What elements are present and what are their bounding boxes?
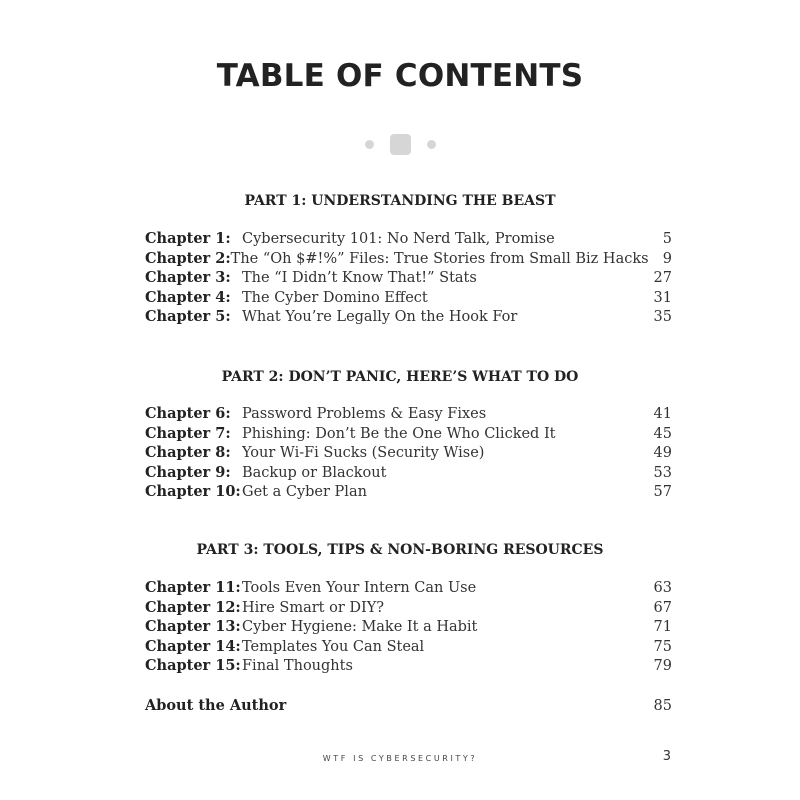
chapter-label: Chapter 13: bbox=[145, 618, 241, 636]
chapter-title: Templates You Can Steal bbox=[242, 638, 425, 655]
chapter-page: 71 bbox=[653, 619, 672, 636]
chapter-title: What You’re Legally On the Hook For bbox=[242, 309, 518, 326]
toc-entry[interactable] bbox=[145, 483, 672, 503]
ornament-dot-icon bbox=[365, 140, 374, 149]
ornament-dot-icon bbox=[427, 140, 436, 149]
chapter-title: Your Wi-Fi Sucks (Security Wise) bbox=[242, 445, 485, 462]
chapter-title: The Cyber Domino Effect bbox=[242, 289, 428, 306]
chapter-label: Chapter 12: bbox=[145, 598, 241, 616]
chapter-label: Chapter 7: bbox=[145, 424, 231, 442]
chapter-title: Final Thoughts bbox=[242, 658, 353, 675]
chapter-page: 53 bbox=[653, 464, 672, 481]
part-2-chapter-list bbox=[145, 405, 672, 503]
chapter-page: 45 bbox=[653, 425, 672, 442]
chapter-page: 79 bbox=[653, 658, 672, 675]
part-1-heading: PART 1: UNDERSTANDING THE BEAST bbox=[244, 193, 556, 209]
chapter-label: Chapter 9: bbox=[145, 463, 231, 481]
part-2-heading: PART 2: DON’T PANIC, HERE’S WHAT TO DO bbox=[221, 369, 579, 385]
chapter-title: Phishing: Don’t Be the One Who Clicked It bbox=[242, 425, 556, 442]
chapter-page: 35 bbox=[653, 309, 672, 326]
chapter-label: Chapter 2: bbox=[145, 249, 231, 267]
toc-entry[interactable] bbox=[145, 269, 672, 289]
toc-entry[interactable] bbox=[145, 250, 672, 270]
footer-book-title: WTF IS CYBERSECURITY? bbox=[322, 754, 478, 763]
about-author-page: 85 bbox=[653, 698, 672, 714]
chapter-label: Chapter 3: bbox=[145, 269, 231, 287]
chapter-page: 49 bbox=[653, 445, 672, 462]
toc-entry[interactable] bbox=[145, 657, 672, 677]
toc-entry[interactable] bbox=[145, 579, 672, 599]
chapter-page: 9 bbox=[662, 250, 672, 267]
chapter-label: Chapter 4: bbox=[145, 288, 231, 306]
part-1-chapter-list bbox=[145, 230, 672, 328]
chapter-title: Cyber Hygiene: Make It a Habit bbox=[242, 619, 478, 636]
chapter-title: The “Oh $#!%” Files: True Stories from Small Biz Hacks bbox=[230, 250, 649, 267]
chapter-label: Chapter 5: bbox=[145, 308, 231, 326]
chapter-label: Chapter 10: bbox=[145, 483, 241, 501]
about-author-entry[interactable] bbox=[145, 697, 672, 714]
part-3-chapter-list bbox=[145, 579, 672, 677]
chapter-page: 31 bbox=[653, 289, 672, 306]
divider-ornament-icon bbox=[0, 133, 800, 155]
toc-entry[interactable] bbox=[145, 405, 672, 425]
chapter-page: 27 bbox=[653, 270, 672, 287]
chapter-title: Tools Even Your Intern Can Use bbox=[242, 580, 477, 596]
chapter-title: Cybersecurity 101: No Nerd Talk, Promise bbox=[242, 231, 555, 247]
ornament-square-icon bbox=[390, 134, 411, 155]
about-author-label: About the Author bbox=[145, 697, 287, 714]
chapter-label: Chapter 11: bbox=[145, 579, 241, 596]
chapter-label: Chapter 14: bbox=[145, 637, 241, 655]
chapter-page: 63 bbox=[653, 580, 672, 596]
chapter-page: 41 bbox=[653, 406, 672, 422]
toc-entry[interactable] bbox=[145, 289, 672, 309]
chapter-label: Chapter 15: bbox=[145, 657, 241, 675]
chapter-page: 75 bbox=[653, 638, 672, 655]
toc-entry[interactable] bbox=[145, 444, 672, 464]
toc-entry[interactable] bbox=[145, 425, 672, 445]
part-3-heading: PART 3: TOOLS, TIPS & NON-BORING RESOURCES bbox=[196, 542, 604, 558]
chapter-page: 67 bbox=[653, 599, 672, 616]
toc-entry[interactable] bbox=[145, 230, 672, 250]
toc-entry[interactable] bbox=[145, 599, 672, 619]
footer-page-number: 3 bbox=[662, 749, 671, 764]
page-title: TABLE OF CONTENTS bbox=[216, 58, 584, 94]
chapter-label: Chapter 6: bbox=[145, 405, 231, 422]
chapter-title: Get a Cyber Plan bbox=[242, 484, 367, 501]
toc-entry[interactable] bbox=[145, 464, 672, 484]
chapter-page: 57 bbox=[653, 484, 672, 501]
toc-entry[interactable] bbox=[145, 638, 672, 658]
chapter-title: The “I Didn’t Know That!” Stats bbox=[242, 270, 477, 287]
chapter-label: Chapter 1: bbox=[145, 230, 231, 247]
toc-entry[interactable] bbox=[145, 618, 672, 638]
toc-entry[interactable] bbox=[145, 308, 672, 328]
chapter-title: Backup or Blackout bbox=[242, 464, 387, 481]
chapter-title: Password Problems & Easy Fixes bbox=[242, 406, 487, 422]
chapter-page: 5 bbox=[662, 231, 672, 247]
chapter-title: Hire Smart or DIY? bbox=[242, 599, 385, 616]
chapter-label: Chapter 8: bbox=[145, 444, 231, 462]
